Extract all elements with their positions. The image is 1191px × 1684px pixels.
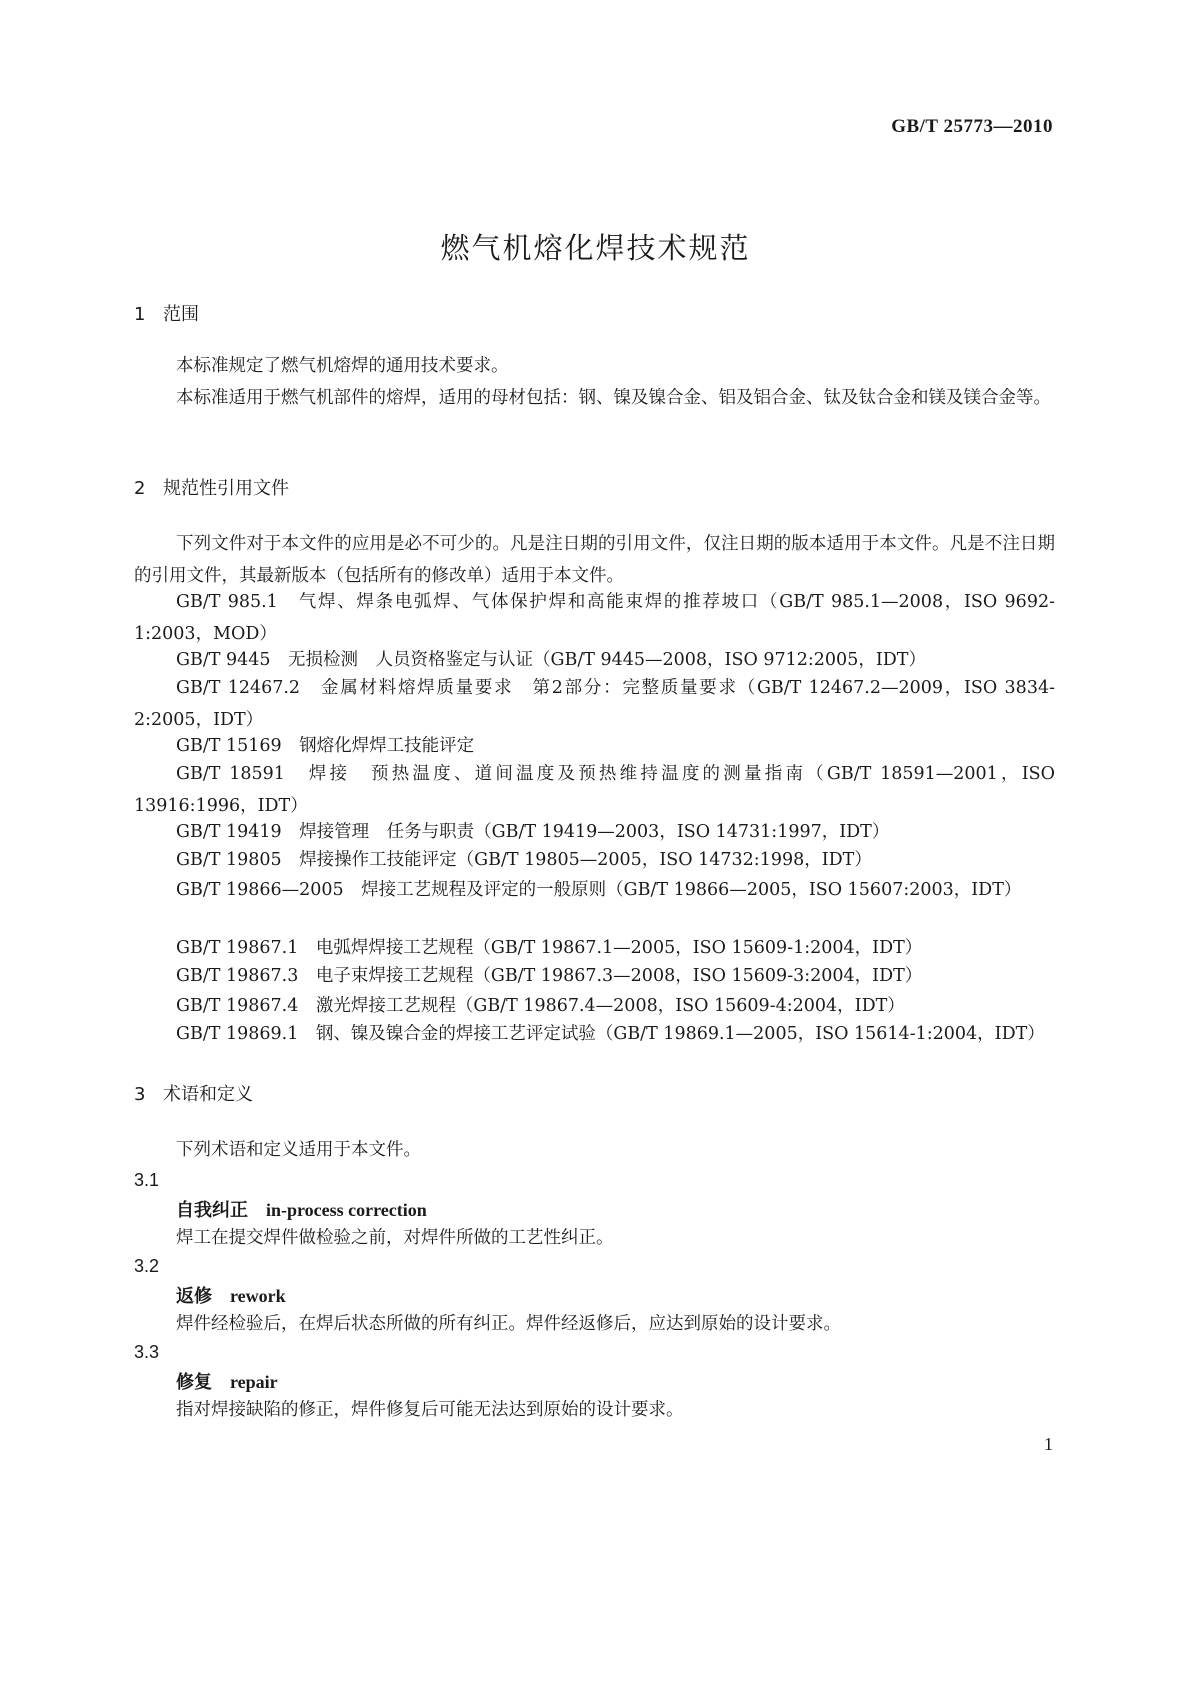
document-title: 燃气机熔化焊技术规范 [440,231,751,265]
reference-item: GB/T 19867.4 激光焊接工艺规程（GB/T 19867.4—2008，ISO 15609-4:2004，IDT） [176,996,905,1016]
term-name [176,1282,286,1308]
reference-item: GB/T 9445 无损检测 人员资格鉴定与认证（GB/T 9445—2008，ISO 9712:2005，IDT） [176,650,926,670]
term-en: rework [230,1286,286,1306]
term-name [176,1196,427,1222]
section-heading-scope [134,300,199,326]
section-title: 术语和定义 [163,1084,253,1105]
term-number: 3.3 [134,1342,160,1362]
term-en: in-process correction [266,1200,427,1220]
reference-item: GB/T 19805 焊接操作工技能评定（GB/T 19805—2005，ISO 14732:1998，IDT） [176,850,872,870]
term-zh: 自我纠正 [176,1200,248,1221]
term-definition: 指对焊接缺陷的修正，焊件修复后可能无法达到原始的设计要求。 [176,1400,684,1420]
standard-code: GB/T 25773—2010 [891,116,1053,137]
term-number: 3.1 [134,1170,160,1190]
section-number: 3 [134,1084,146,1105]
section-heading-normative-references [134,474,289,500]
term-zh: 返修 [176,1286,212,1307]
page-number: 1 [1044,1434,1053,1454]
section-number: 2 [134,478,146,499]
reference-item: GB/T 985.1 气焊、焊条电弧焊、气体保护焊和高能束焊的推荐坡口（GB/T 985.1—2008，ISO 9692-1:2003，MOD） [134,592,1055,644]
term-zh: 修复 [176,1372,212,1393]
reference-item: GB/T 19867.3 电子束焊接工艺规程（GB/T 19867.3—2008，ISO 15609-3:2004，IDT） [176,966,923,986]
reference-item: GB/T 19867.1 电弧焊焊接工艺规程（GB/T 19867.1—2005，ISO 15609-1:2004，IDT） [176,938,923,958]
terms-intro: 下列术语和定义适用于本文件。 [176,1140,421,1160]
term-definition: 焊工在提交焊件做检验之前，对焊件所做的工艺性纠正。 [176,1228,614,1248]
references-intro: 下列文件对于本文件的应用是必不可少的。凡是注日期的引用文件，仅注日期的版本适用于本文件。凡是不注日期的引用文件，其最新版本（包括所有的修改单）适用于本文件。 [134,534,1055,586]
reference-item: GB/T 12467.2 金属材料熔焊质量要求 第2部分：完整质量要求（GB/T 12467.2—2009，ISO 3834-2:2005，IDT） [134,678,1055,730]
reference-item: GB/T 15169 钢熔化焊焊工技能评定 [176,736,475,756]
term-number: 3.2 [134,1256,160,1276]
term-en: repair [230,1372,278,1392]
section-number: 1 [134,304,146,325]
section-title: 规范性引用文件 [163,478,289,499]
reference-item: GB/T 19866—2005 焊接工艺规程及评定的一般原则（GB/T 19866—2005，ISO 15607:2003，IDT） [176,880,1022,900]
scope-paragraph-1: 本标准规定了燃气机熔焊的通用技术要求。 [176,356,509,376]
scope-paragraph-2: 本标准适用于燃气机部件的熔焊，适用的母材包括：钢、镍及镍合金、铝及铝合金、钛及钛合金和镁及镁合金等。 [176,388,1051,408]
term-definition: 焊件经检验后，在焊后状态所做的所有纠正。焊件经返修后，应达到原始的设计要求。 [176,1314,841,1334]
reference-item: GB/T 18591 焊接 预热温度、道间温度及预热维持温度的测量指南（GB/T 18591—2001，ISO 13916:1996，IDT） [134,764,1055,816]
reference-item: GB/T 19869.1 钢、镍及镍合金的焊接工艺评定试验（GB/T 19869.1—2005，ISO 15614-1:2004，IDT） [176,1024,1045,1044]
term-name [176,1368,278,1394]
section-heading-terms [134,1080,253,1106]
reference-item: GB/T 19419 焊接管理 任务与职责（GB/T 19419—2003，ISO 14731:1997，IDT） [176,822,890,842]
section-title: 范围 [163,304,199,325]
